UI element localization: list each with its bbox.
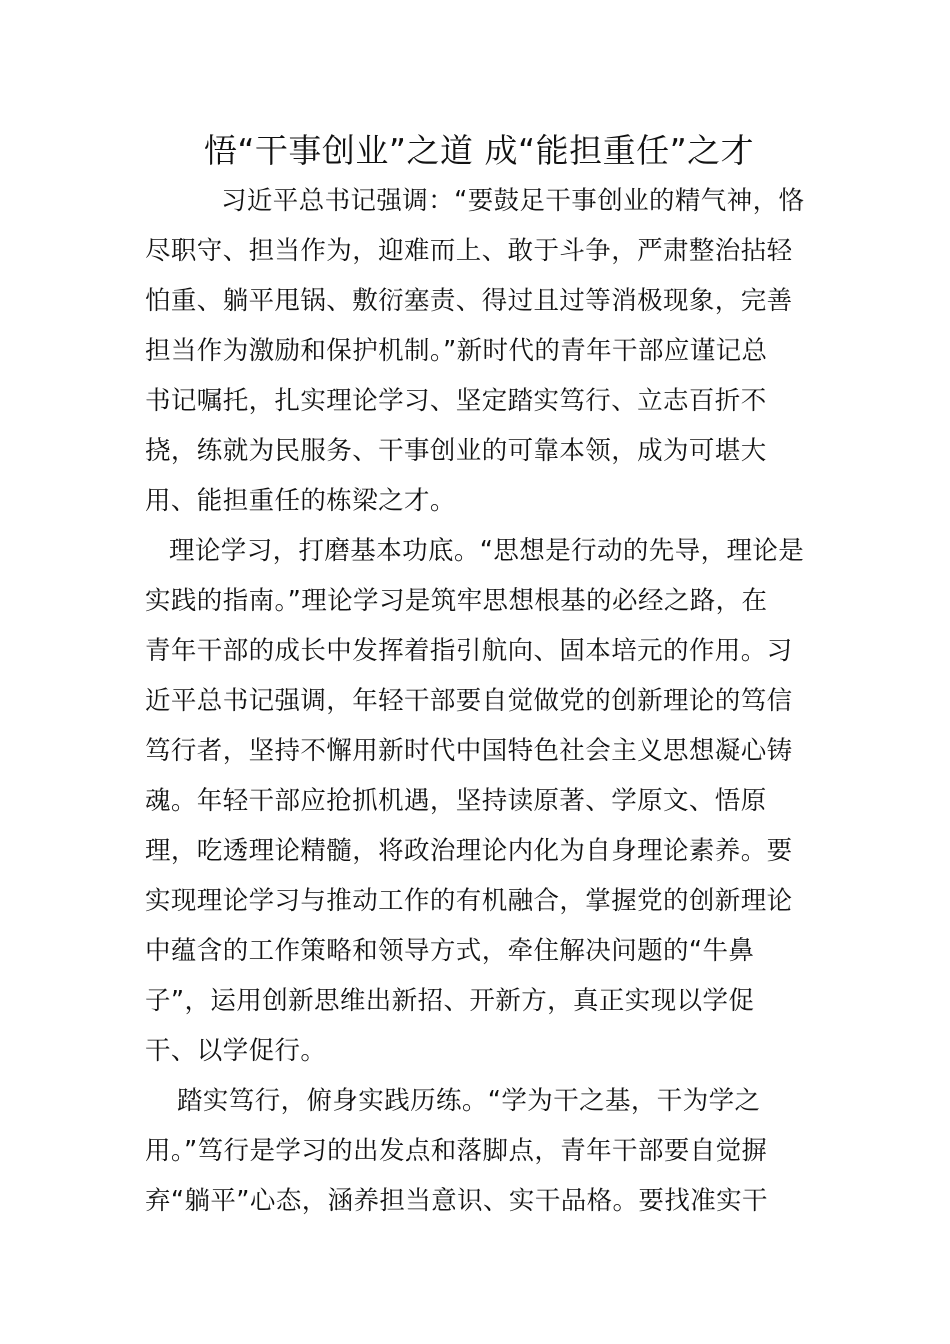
paragraph-line: 怕重、躺平甩锅、敷衍塞责、得过且过等消极现象，完善 [145,286,793,316]
paragraph-line: 近平总书记强调，年轻干部要自觉做党的创新理论的笃信 [145,686,793,716]
paragraph-line: 实践的指南。”理论学习是筑牢思想根基的必经之路，在 [145,586,768,616]
paragraph-line: 习近平总书记强调：“要鼓足干事创业的精气神，恪 [221,186,805,216]
paragraph-line: 弃“躺平”心态，涵养担当意识、实干品格。要找准实干 [145,1186,768,1216]
paragraph-line: 理，吃透理论精髓，将政治理论内化为自身理论素养。要 [145,836,793,866]
paragraph-line: 用、能担重任的栋梁之才。 [145,486,456,516]
paragraph-line: 用。”笃行是学习的出发点和落脚点，青年干部要自觉摒 [145,1136,768,1166]
paragraph-line: 魂。年轻干部应抢抓机遇，坚持读原著、学原文、悟原 [145,786,767,816]
paragraph-theory-study [145,526,813,1076]
paragraph-line: 书记嘱托，扎实理论学习、坚定踏实笃行、立志百折不 [145,386,767,416]
paragraph-line: 中蕴含的工作策略和领导方式，牵住解决问题的“牛鼻 [145,936,755,966]
paragraph-line: 理论学习，打磨基本功底。“思想是行动的先导，理论是 [169,536,805,566]
document-title: 悟“干事创业”之道 成“能担重任”之才 [203,131,755,170]
paragraph-line: 实现理论学习与推动工作的有机融合，掌握党的创新理论 [145,886,793,916]
paragraph-line: 子”，运用创新思维出新招、开新方，真正实现以学促 [145,986,755,1016]
paragraph-intro [145,176,813,526]
paragraph-line: 担当作为激励和保护机制。”新时代的青年干部应谨记总 [145,336,768,366]
paragraph-line: 挠，练就为民服务、干事创业的可靠本领，成为可堪大 [145,436,767,466]
paragraph-line: 青年干部的成长中发挥着指引航向、固本培元的作用。习 [145,636,793,666]
document-body [145,176,813,1226]
paragraph-practice [145,1076,813,1226]
paragraph-line: 尽职守、担当作为，迎难而上、敢于斗争，严肃整治拈轻 [145,236,793,266]
paragraph-line: 干、以学促行。 [145,1036,327,1066]
paragraph-line: 踏实笃行，俯身实践历练。“学为干之基，干为学之 [177,1086,761,1116]
paragraph-line: 笃行者，坚持不懈用新时代中国特色社会主义思想凝心铸 [145,736,793,766]
